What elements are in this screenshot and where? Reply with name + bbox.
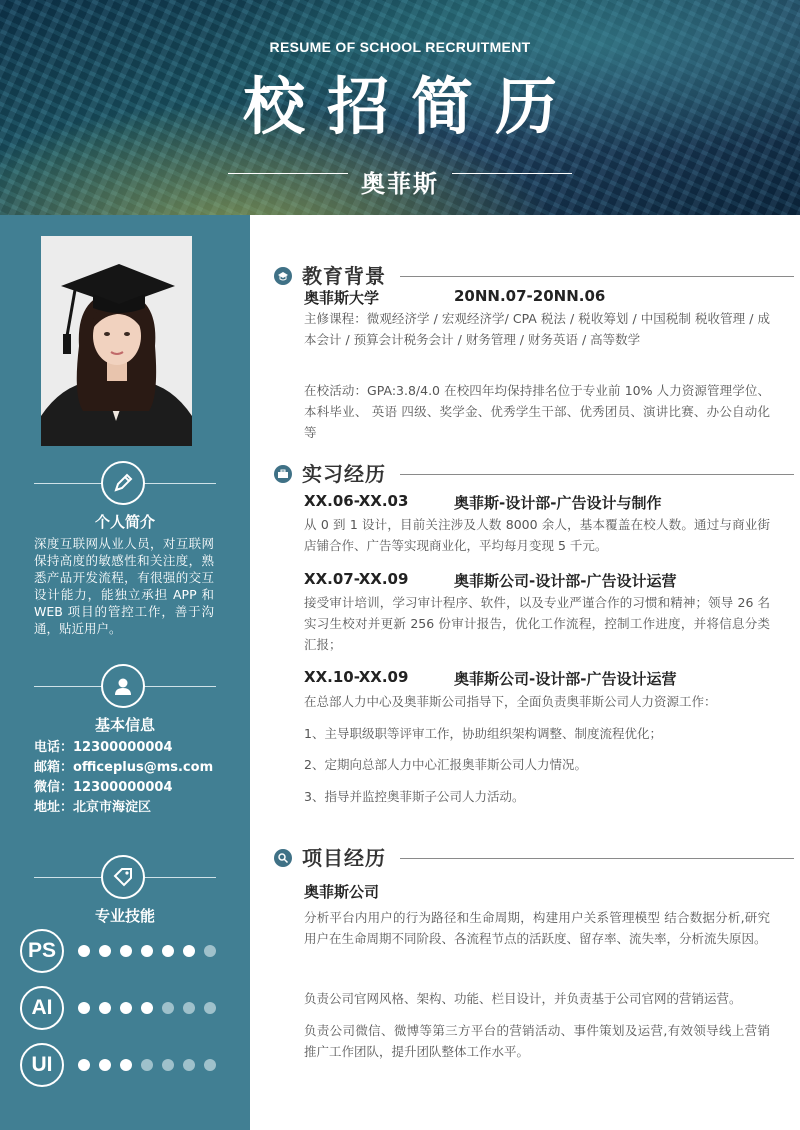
project-para: 负责公司微信、微博等第三方平台的营销活动、事件策划及运营,有效领导线上营销推广工作团队，提升团队整体工作水平。 xyxy=(304,1023,770,1059)
education-line xyxy=(400,276,794,277)
internship-header xyxy=(274,458,774,486)
skill-dot-filled xyxy=(120,1059,132,1071)
banner-title: 校招简历 xyxy=(242,70,579,143)
skill-dot-filled xyxy=(120,1002,132,1014)
projects-header xyxy=(274,842,774,870)
skill-dot-empty xyxy=(141,1059,153,1071)
education-activities: 在校活动：GPA:3.8/4.0 在校四年均保持排名位于专业前 10% 人力资源管理学位、本科毕业、 英语 四级、奖学金、优秀学生干部、优秀团员、演讲比赛、办公自动化等 xyxy=(304,383,770,440)
project-para: 分析平台内用户的行为路径和生命周期，构建用户关系管理模型 结合数据分析,研究用户在生命周期不同阶段、各流程节点的活跃度、留存率、流失率，分析流失原因。 xyxy=(304,910,770,946)
skill-row-ai xyxy=(20,986,240,1030)
skill-dot-filled xyxy=(78,1059,90,1071)
education-title: 教育背景 xyxy=(302,264,386,288)
education-period: 20NN.07-20NN.06 xyxy=(454,287,606,305)
skill-level-dots xyxy=(78,1002,216,1014)
internship-point: 2、定期向总部人力中心汇报奥菲斯公司人力情况。 xyxy=(304,757,587,772)
internship-desc: 在总部人力中心及奥菲斯公司指导下，全面负责奥菲斯公司人力资源工作： xyxy=(304,694,717,709)
skill-dot-filled xyxy=(120,945,132,957)
education-school-row xyxy=(304,287,606,308)
project-para: 负责公司官网风格、架构、功能、栏目设计，并负责基于公司官网的营销运营。 xyxy=(304,991,742,1006)
skill-dot-filled xyxy=(162,945,174,957)
graduation-icon xyxy=(274,267,292,285)
internship-point: 1、主导职级职等评审工作，协助组织架构调整、制度流程优化； xyxy=(304,726,662,741)
sidebar xyxy=(0,215,250,1130)
portrait-illustration xyxy=(41,236,192,446)
internship-period: XX.10-XX.09 xyxy=(304,668,409,686)
skill-dot-empty xyxy=(183,1059,195,1071)
internship-desc: 接受审计培训，学习审计程序、软件，以及专业严谨合作的习惯和精神；领导 26 名实习生校对并更新 256 份审计报告，优化工作流程，控制工作进度，并将信息分类汇报； xyxy=(304,595,770,652)
skill-dot-filled xyxy=(99,945,111,957)
school-name: 奥菲斯大学 xyxy=(304,289,380,307)
skill-dot-empty xyxy=(183,1002,195,1014)
skill-dot-empty xyxy=(204,1059,216,1071)
user-icon xyxy=(101,664,145,708)
skill-badge: PS xyxy=(20,929,64,973)
internship-org: 奥菲斯-设计部-广告设计与制作 xyxy=(454,494,662,512)
skills-title: 专业技能 xyxy=(94,907,155,925)
internship-org: 奥菲斯公司-设计部-广告设计运营 xyxy=(454,670,677,688)
internship-row-2 xyxy=(304,570,677,590)
internship-title: 实习经历 xyxy=(302,462,386,486)
skill-dot-empty xyxy=(204,1002,216,1014)
skill-dot-filled xyxy=(141,945,153,957)
skill-dot-filled xyxy=(99,1002,111,1014)
internship-period: XX.06-XX.03 xyxy=(304,492,409,510)
basic-info xyxy=(34,738,213,818)
pencil-icon xyxy=(101,461,145,505)
address-text: 地址：北京市海淀区 xyxy=(34,800,152,815)
skill-dot-filled xyxy=(99,1059,111,1071)
banner-subtitle: RESUME OF SCHOOL RECRUITMENT xyxy=(269,39,531,55)
intro-text: 深度互联网从业人员，对互联网保持高度的敏感性和关注度，熟悉产品开发流程，有很强的交互设计能力，能独立承担 APP 和 WEB 项目的管控工作，善于沟通，贴近用户。 xyxy=(34,536,214,636)
skill-dot-filled xyxy=(183,945,195,957)
skill-level-dots xyxy=(78,1059,216,1071)
education-header xyxy=(274,260,774,288)
skill-dot-empty xyxy=(162,1059,174,1071)
skill-row-ui xyxy=(20,1043,240,1087)
skill-dot-empty xyxy=(162,1002,174,1014)
tag-icon xyxy=(101,855,145,899)
internship-point: 3、指导并监控奥菲斯子公司人力活动。 xyxy=(304,789,525,804)
internship-desc: 从 0 到 1 设计，目前关注涉及人数 8000 余人，基本覆盖在校人数。通过与商业街店铺合作、广告等实现商业化，平均每月变现 5 千元。 xyxy=(304,517,770,553)
basic-title: 基本信息 xyxy=(94,716,155,734)
skill-dot-empty xyxy=(204,945,216,957)
projects-title: 项目经历 xyxy=(302,846,386,870)
main-content xyxy=(250,215,800,1130)
skill-badge: AI xyxy=(20,986,64,1030)
phone-text: 电话：12300000004 xyxy=(34,740,173,755)
internship-period: XX.07-XX.09 xyxy=(304,570,409,588)
skill-badge: UI xyxy=(20,1043,64,1087)
skill-row-ps xyxy=(20,929,240,973)
skill-level-dots xyxy=(78,945,216,957)
banner-name: 奥菲斯 xyxy=(361,170,439,198)
briefcase-icon xyxy=(274,465,292,483)
internship-row-1 xyxy=(304,492,662,512)
project-company: 奥菲斯公司 xyxy=(304,883,380,901)
skill-dot-filled xyxy=(141,1002,153,1014)
skill-dot-filled xyxy=(78,1002,90,1014)
wechat-text: 微信：12300000004 xyxy=(34,780,173,795)
profile-photo xyxy=(41,236,192,446)
internship-line xyxy=(400,474,794,475)
header-banner xyxy=(0,0,800,215)
internship-row-3 xyxy=(304,668,677,688)
intro-title: 个人简介 xyxy=(94,513,155,531)
email-text: 邮箱：officeplus@ms.com xyxy=(34,760,214,775)
skill-dot-filled xyxy=(78,945,90,957)
education-courses: 主修课程：微观经济学 / 宏观经济学/ CPA 税法 / 税收筹划 / 中国税制 税收管理 / 成本会计 / 预算会计税务会计 / 财务管理 / 财务英语 / 高等数学 xyxy=(304,311,770,347)
internship-org: 奥菲斯公司-设计部-广告设计运营 xyxy=(454,572,677,590)
search-icon xyxy=(274,849,292,867)
projects-line xyxy=(400,858,794,859)
